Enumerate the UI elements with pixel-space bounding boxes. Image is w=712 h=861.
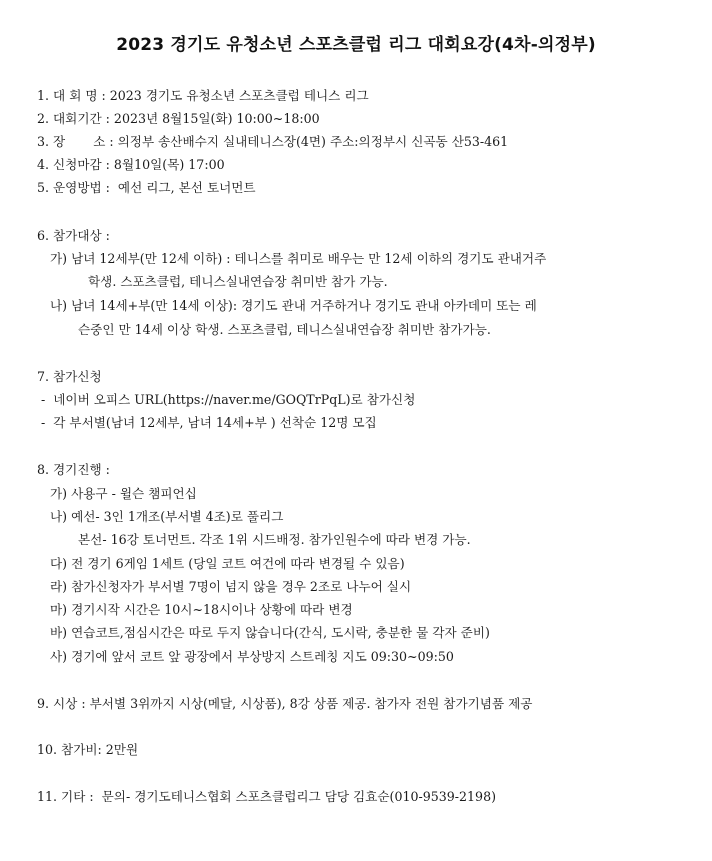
progress-b: 나) 예선- 3인 1개조(부서별 4조)로 풀리그: [50, 509, 284, 524]
item-venue: 3. 장 소 : 의정부 송산배수지 실내테니스장(4면) 주소:의정부시 신곡동 산53-461: [37, 134, 509, 149]
item-deadline: 4. 신청마감 : 8월10일(목) 17:00: [37, 157, 225, 172]
registration-quota: - 각 부서별(남녀 12세부, 남녀 14세+부 ) 선착순 12명 모집: [37, 415, 377, 430]
item-progress-heading: 8. 경기진행 :: [37, 462, 110, 477]
registration-url: - 네이버 오피스 URL(https://naver.me/GOQTrPqL)로 참가신청: [37, 392, 416, 407]
item-fee: 10. 참가비: 2만원: [37, 742, 139, 757]
item-event-name: 1. 대 회 명 : 2023 경기도 유청소년 스포츠클럽 테니스 리그: [37, 88, 369, 103]
progress-a: 가) 사용구 - 윌슨 챔피언십: [50, 486, 197, 501]
item-contact: 11. 기타 : 문의- 경기도테니스협회 스포츠클럽리그 담당 김효순(010-9539-2198): [37, 789, 497, 804]
eligibility-a: 가) 남녀 12세부(만 12세 이하) : 테니스를 취미로 배우는 만 12세 이하의 경기도 관내거주: [50, 251, 547, 266]
progress-f: 바) 연습코트,점심시간은 따로 두지 않습니다(간식, 도시락, 충분한 물 각자 준비): [50, 625, 490, 640]
eligibility-b: 나) 남녀 14세+부(만 14세 이상): 경기도 관내 거주하거나 경기도 관내 아카데미 또는 레: [50, 298, 537, 313]
item-awards: 9. 시상 : 부서별 3위까지 시상(메달, 시상품), 8강 상품 제공. 참가자 전원 참가기념품 제공: [37, 696, 533, 711]
eligibility-b-cont: 슨중인 만 14세 이상 학생. 스포츠클럽, 테니스실내연습장 취미반 참가가능.: [78, 322, 491, 337]
item-registration-heading: 7. 참가신청: [37, 369, 102, 384]
progress-c: 다) 전 경기 6게임 1세트 (당일 코트 여건에 따라 변경될 수 있음): [50, 556, 405, 571]
item-eligibility-heading: 6. 참가대상 :: [37, 228, 110, 243]
progress-d: 라) 참가신청자가 부서별 7명이 넘지 않을 경우 2조로 나누어 실시: [50, 579, 412, 594]
item-event-period: 2. 대회기간 : 2023년 8월15일(화) 10:00~18:00: [37, 111, 320, 126]
item-format: 5. 운영방법 : 예선 리그, 본선 토너먼트: [37, 180, 256, 195]
progress-g: 사) 경기에 앞서 코트 앞 광장에서 부상방지 스트레칭 지도 09:30~09:50: [50, 649, 454, 664]
progress-e: 마) 경기시작 시간은 10시~18시이나 상황에 따라 변경: [50, 602, 353, 617]
progress-b-cont: 본선- 16강 토너먼트. 각조 1위 시드배정. 참가인원수에 따라 변경 가능.: [78, 532, 471, 547]
eligibility-a-cont: 학생. 스포츠클럽, 테니스실내연습장 취미반 참가 가능.: [88, 274, 388, 289]
document-title: 2023 경기도 유청소년 스포츠클럽 리그 대회요강(4차-의정부): [116, 35, 596, 55]
